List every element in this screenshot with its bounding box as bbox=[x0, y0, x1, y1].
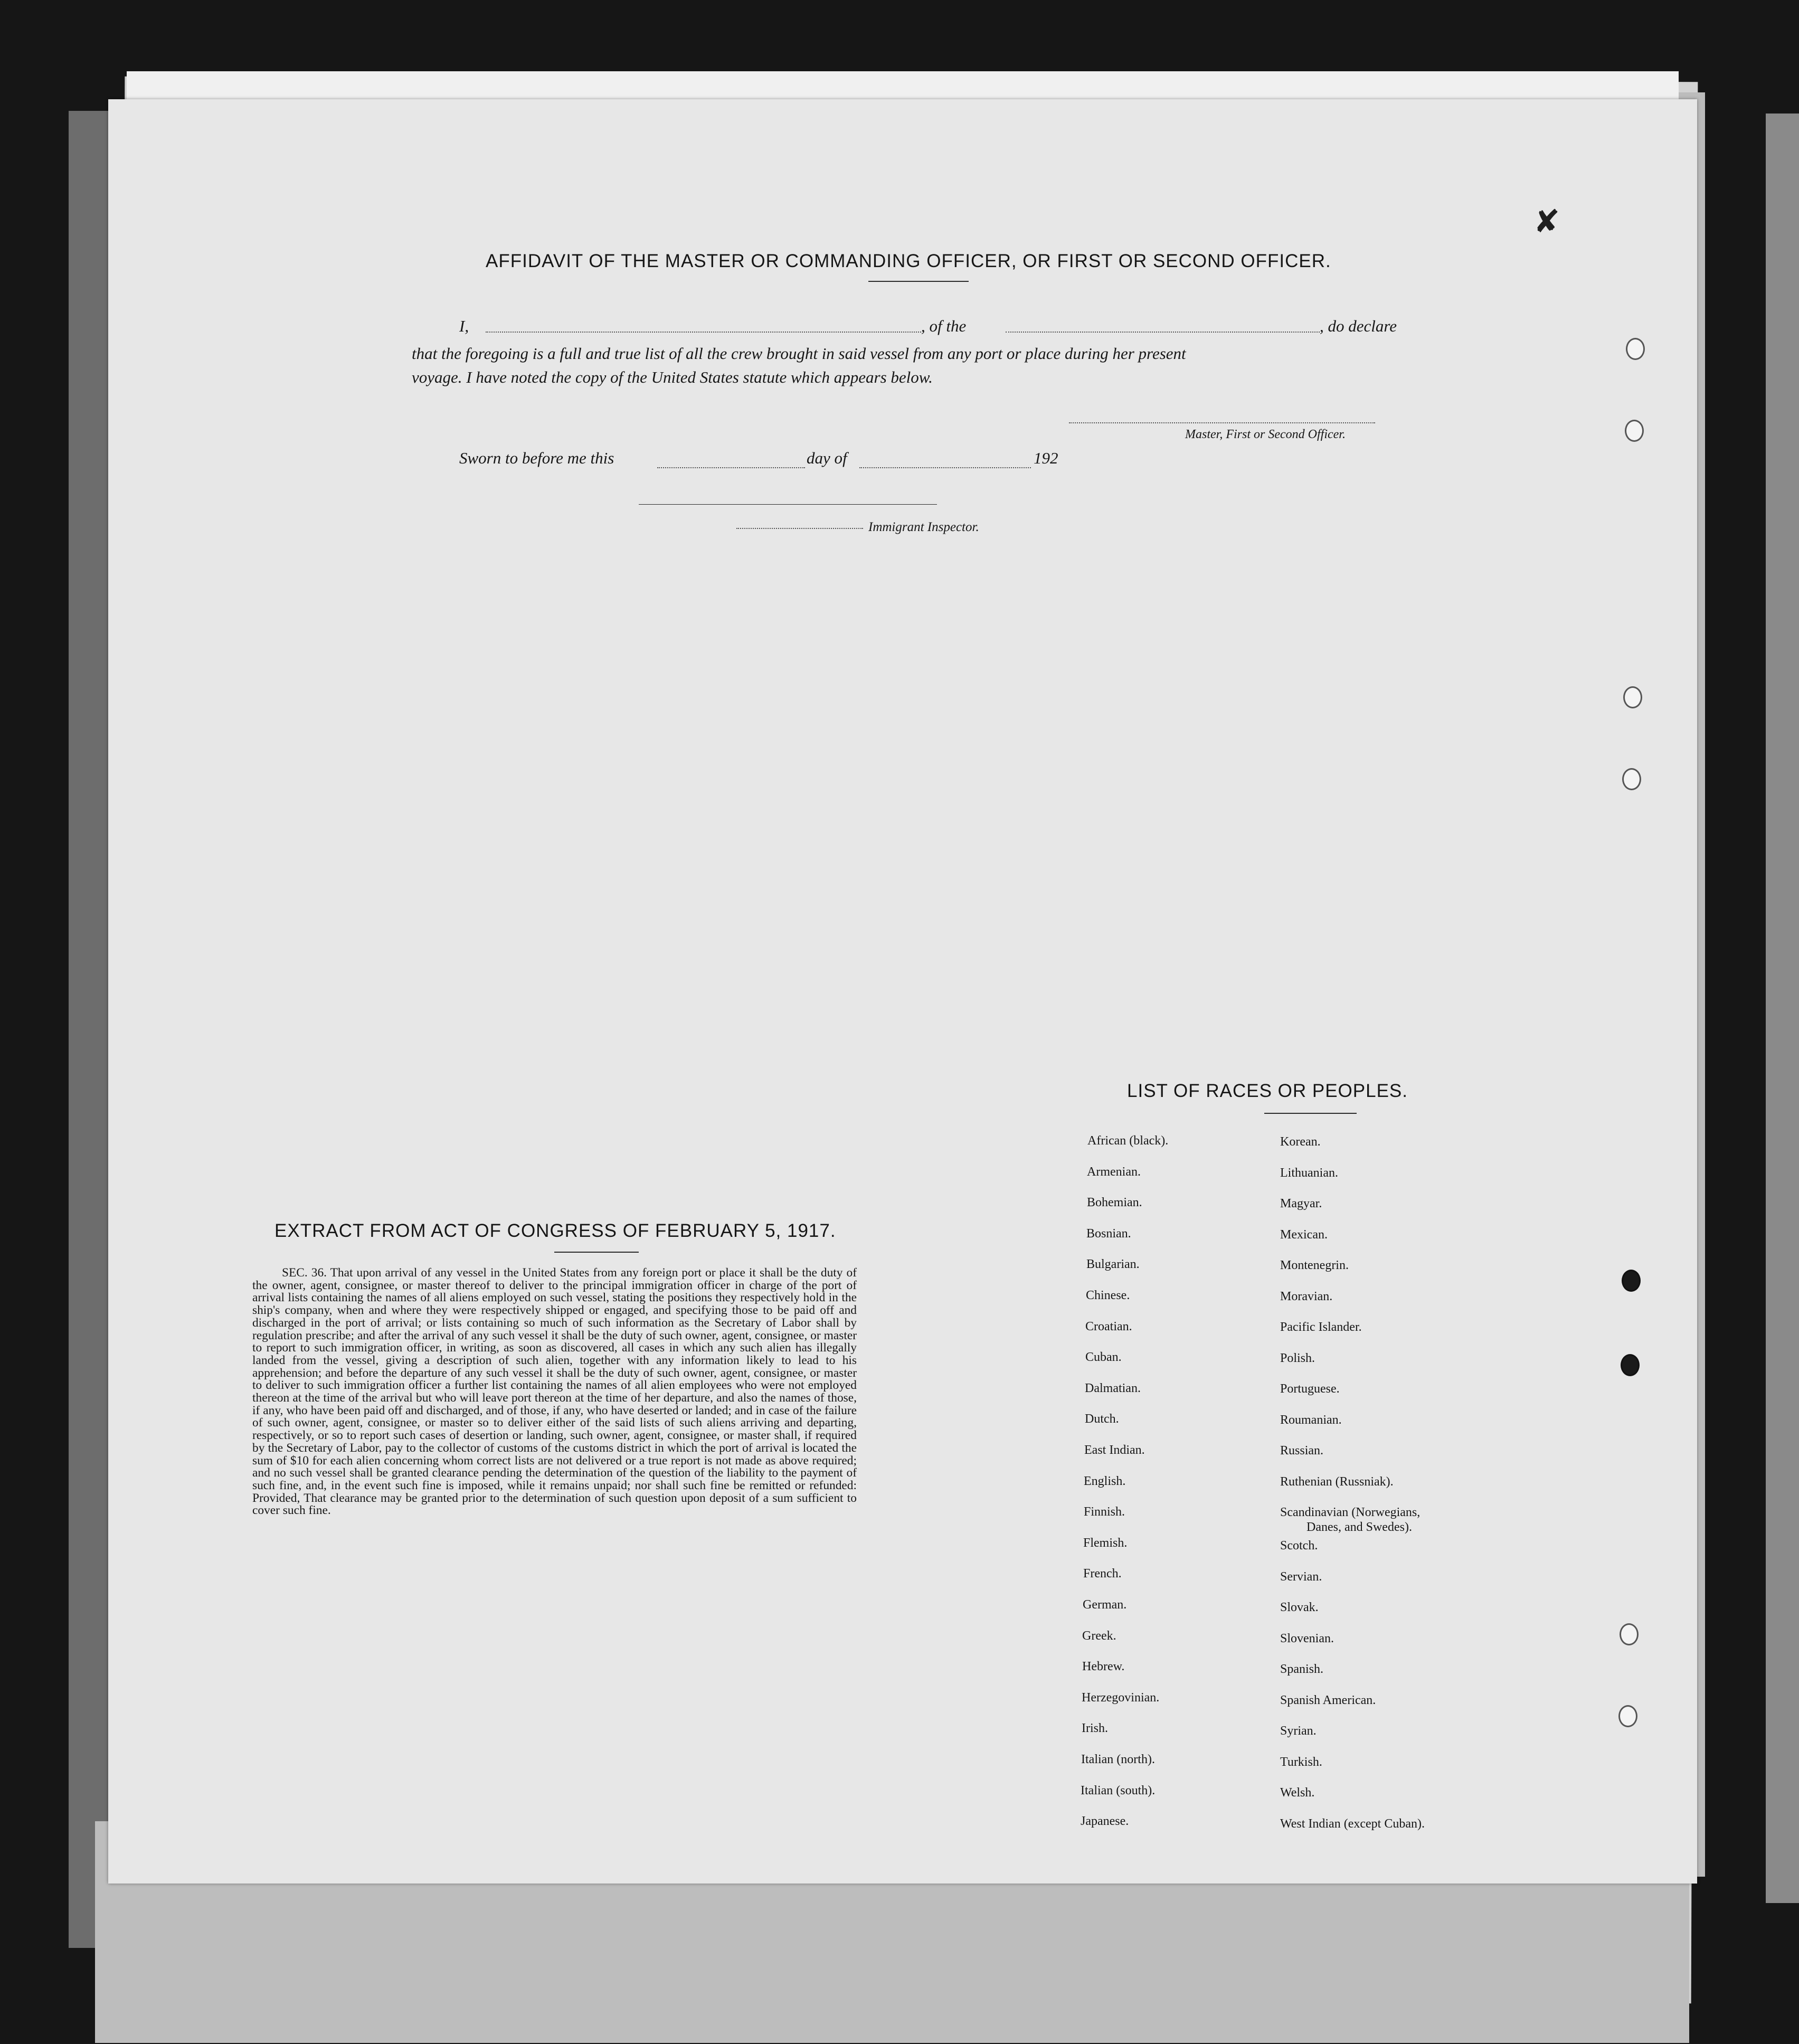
manifest-page bbox=[108, 99, 1697, 1884]
race-item: Danes, and Swedes). bbox=[1306, 1520, 1412, 1534]
race-item: African (black). bbox=[1087, 1134, 1169, 1148]
race-item: Cuban. bbox=[1085, 1350, 1122, 1364]
extract-title: EXTRACT FROM ACT OF CONGRESS OF FEBRUARY 5, 1917. bbox=[274, 1220, 836, 1241]
affidavit-line-3: voyage. I have noted the copy of the United States statute which appears below. bbox=[412, 368, 933, 386]
race-item: Portuguese. bbox=[1280, 1382, 1340, 1396]
background-page-right-edge bbox=[1766, 113, 1799, 1903]
race-item: Lithuanian. bbox=[1280, 1166, 1338, 1180]
race-item: Finnish. bbox=[1084, 1505, 1125, 1519]
punch-hole bbox=[1621, 1354, 1640, 1376]
race-item: Turkish. bbox=[1280, 1755, 1322, 1769]
month-blank bbox=[859, 467, 1031, 468]
race-item: Ruthenian (Russniak). bbox=[1280, 1475, 1394, 1489]
affidavit-do-declare: , do declare bbox=[1320, 317, 1397, 335]
race-item: Slovak. bbox=[1280, 1601, 1319, 1614]
race-item: Bosnian. bbox=[1086, 1227, 1131, 1241]
race-item: Slovenian. bbox=[1280, 1632, 1334, 1645]
race-item: Korean. bbox=[1280, 1135, 1321, 1149]
race-item: Irish. bbox=[1082, 1721, 1108, 1735]
race-item: Moravian. bbox=[1280, 1290, 1333, 1303]
day-blank bbox=[657, 467, 805, 468]
race-item: East Indian. bbox=[1084, 1443, 1145, 1457]
sworn-text: Sworn to before me this bbox=[459, 449, 614, 467]
race-item: Pacific Islander. bbox=[1280, 1320, 1362, 1334]
sworn-day-of: day of bbox=[807, 449, 847, 467]
race-item: Welsh. bbox=[1280, 1786, 1315, 1800]
race-item: Chinese. bbox=[1086, 1289, 1130, 1302]
punch-hole bbox=[1625, 420, 1644, 442]
race-item: Flemish. bbox=[1083, 1536, 1128, 1550]
race-item: Dalmatian. bbox=[1085, 1381, 1141, 1395]
affidavit-i: I, bbox=[459, 317, 469, 335]
signature-caption: Master, First or Second Officer. bbox=[1185, 428, 1346, 441]
punch-hole bbox=[1620, 1623, 1639, 1645]
race-item: Servian. bbox=[1280, 1570, 1322, 1584]
race-item: Polish. bbox=[1280, 1351, 1315, 1365]
extract-underline bbox=[554, 1252, 639, 1253]
race-item: West Indian (except Cuban). bbox=[1280, 1817, 1425, 1831]
race-item: Bohemian. bbox=[1087, 1196, 1142, 1209]
punch-hole bbox=[1618, 1705, 1637, 1727]
name-blank bbox=[486, 332, 921, 333]
sworn-year: 192 bbox=[1034, 449, 1058, 467]
race-item: Montenegrin. bbox=[1280, 1258, 1349, 1272]
race-item: Hebrew. bbox=[1082, 1660, 1125, 1673]
race-item: German. bbox=[1083, 1598, 1127, 1612]
race-item: Spanish. bbox=[1280, 1662, 1324, 1676]
title-underline bbox=[868, 281, 969, 282]
race-item: Scandinavian (Norwegians, bbox=[1280, 1506, 1421, 1519]
races-title: LIST OF RACES OR PEOPLES. bbox=[1127, 1081, 1408, 1101]
punch-hole bbox=[1622, 768, 1641, 790]
race-item: Magyar. bbox=[1280, 1197, 1322, 1210]
punch-hole bbox=[1626, 338, 1645, 360]
race-item: English. bbox=[1084, 1474, 1126, 1488]
inspector-signature-line bbox=[639, 504, 937, 505]
inspector-caption: Immigrant Inspector. bbox=[868, 520, 979, 534]
race-item: Italian (north). bbox=[1081, 1753, 1155, 1766]
section-36-text: SEC. 36. That upon arrival of any vessel in the United States from any foreign port or place it shall be the duty of the owner, agent, consignee, or master thereof to deliver to the principal immigration officer in charge of the port of arrival lists containing the names of all aliens employed on such vessel, stating the positions they respectively hold in the ship's company, when and where they were respectively shipped or engaged, and specifying those to be paid off and discharged in the port of arrival; or lists containing so much of such information as the Secretary of Labor shall by regulation prescribe; and after the arrival of any such vessel it shall be the duty of such owner, agent, consignee, or master to report to such immigration officer, in writing, as soon as discovered, all cases in which any such alien has illegally landed from the vessel, giving a description of such alien, together with any information likely to lead to his apprehension; and before the departure of any such vessel it shall be the duty of such owner, agent, consignee, or master to deliver to such immigration officer a further list containing the names of all alien employees who were not employed thereon at the time of the arrival but who will leave port thereon at the time of her departure, and also the names of those, if any, who have been paid off and discharged, and of those, if any, who have deserted or landed; and in case of the failure of such owner, agent, consignee, or master so to deliver either of the said lists of such aliens arriving and departing, respectively, or so to report such cases of desertion or landing, such owner, agent, consignee, or master shall, if required by the Secretary of Labor, pay to the collector of customs of the customs district in which the port of arrival is located the sum of $10 for each alien concerning whom correct lists are not delivered or a true report is not made as above required; and no such vessel shall be granted clearance pending the determination of the question of the liability to the payment of such fine, and, in the event such fine is imposed, while it remains unpaid; nor shall such fine be remitted or refunded: Provided, That clearance may be granted prior to the determination of such question upon deposit of a sum sufficient to cover such fine. bbox=[252, 1266, 857, 1518]
race-item: Mexican. bbox=[1280, 1228, 1328, 1242]
pencil-mark: ✘ bbox=[1533, 204, 1560, 239]
race-item: Greek. bbox=[1082, 1629, 1116, 1643]
race-item: French. bbox=[1083, 1567, 1122, 1581]
race-item: Roumanian. bbox=[1280, 1413, 1342, 1427]
punch-hole bbox=[1623, 686, 1642, 708]
race-item: Japanese. bbox=[1081, 1814, 1129, 1828]
race-item: Syrian. bbox=[1280, 1724, 1317, 1738]
top-sheet-edge bbox=[127, 71, 1679, 103]
race-item: Croatian. bbox=[1085, 1320, 1132, 1333]
punch-hole bbox=[1622, 1270, 1641, 1292]
affidavit-line-2: that the foregoing is a full and true list of all the crew brought in said vessel from any port or place during her present bbox=[412, 344, 1186, 363]
signature-line bbox=[1069, 422, 1375, 423]
races-underline bbox=[1264, 1113, 1357, 1114]
race-item: Italian (south). bbox=[1081, 1784, 1156, 1797]
race-item: Spanish American. bbox=[1280, 1693, 1376, 1707]
race-item: Russian. bbox=[1280, 1444, 1324, 1458]
affidavit-title: AFFIDAVIT OF THE MASTER OR COMMANDING OFFICER, OR FIRST OR SECOND OFFICER. bbox=[486, 251, 1331, 271]
race-item: Scotch. bbox=[1280, 1539, 1318, 1553]
vessel-blank bbox=[1006, 332, 1320, 333]
inspector-dots bbox=[736, 528, 863, 529]
affidavit-of-the: , of the bbox=[921, 317, 967, 335]
race-item: Dutch. bbox=[1085, 1412, 1119, 1426]
race-item: Bulgarian. bbox=[1086, 1257, 1140, 1271]
race-item: Herzegovinian. bbox=[1082, 1691, 1160, 1705]
race-item: Armenian. bbox=[1087, 1165, 1141, 1179]
